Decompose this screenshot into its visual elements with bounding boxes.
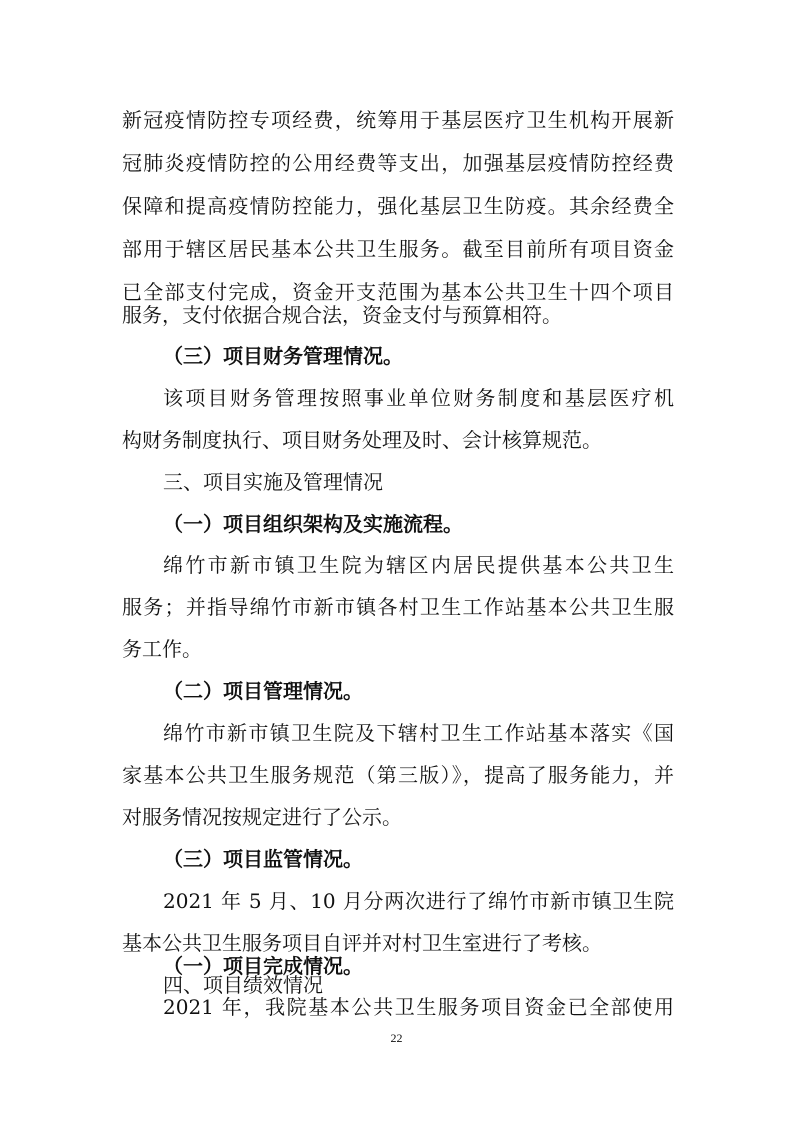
body-text-line: 保障和提高疫情防控能力，强化基层卫生防疫。其余经费全 <box>122 194 674 218</box>
body-text-line: 2021 年 5 月、10 月分两次进行了绵竹市新市镇卫生院 <box>163 889 674 913</box>
body-text-line: 务工作。 <box>122 637 202 661</box>
body-text-line: 该项目财务管理按照事业单位财务制度和基层医疗机 <box>163 386 674 410</box>
body-text-line: 服务；并指导绵竹市新市镇各村卫生工作站基本公共卫生服 <box>122 595 674 619</box>
body-text-line: 构财务制度执行、项目财务处理及时、会计核算规范。 <box>122 428 602 452</box>
body-text-line: 新冠疫情防控专项经费，统筹用于基层医疗卫生机构开展新 <box>122 108 674 132</box>
body-text-line: 已全部支付完成，资金开支范围为基本公共卫生十四个项目 <box>122 280 674 304</box>
subsection-heading: （三）项目监管情况。 <box>163 847 363 871</box>
body-text-line: 2021 年，我院基本公共卫生服务项目资金已全部使用 <box>163 995 674 1019</box>
body-text-line: 家基本公共卫生服务规范（第三版）》，提高了服务能力，并 <box>122 763 674 787</box>
page-number: 22 <box>390 1031 403 1045</box>
body-text-line: 绵竹市新市镇卫生院及下辖村卫生工作站基本落实《国 <box>163 721 674 745</box>
body-text-line: 冠肺炎疫情防控的公用经费等支出，加强基层疫情防控经费 <box>122 151 674 175</box>
subsection-heading: （一）项目组织架构及实施流程。 <box>163 512 463 536</box>
section-heading: 四、项目绩效情况 <box>163 973 323 997</box>
body-text-line: 服务，支付依据合规合法，资金支付与预算相符。 <box>122 303 562 327</box>
body-text-line: 对服务情况按规定进行了公示。 <box>122 805 402 829</box>
subsection-heading: （二）项目管理情况。 <box>163 679 363 703</box>
body-text-line: 绵竹市新市镇卫生院为辖区内居民提供基本公共卫生 <box>163 553 674 577</box>
section-heading: 三、项目实施及管理情况 <box>163 470 383 494</box>
body-text-line: 基本公共卫生服务项目自评并对村卫生室进行了考核。 <box>122 931 602 955</box>
subsection-heading: （三）项目财务管理情况。 <box>163 344 403 368</box>
body-text-line: 部用于辖区居民基本公共卫生服务。截至目前所有项目资金 <box>122 237 674 261</box>
subsection-heading: （一）项目完成情况。 <box>163 954 363 978</box>
